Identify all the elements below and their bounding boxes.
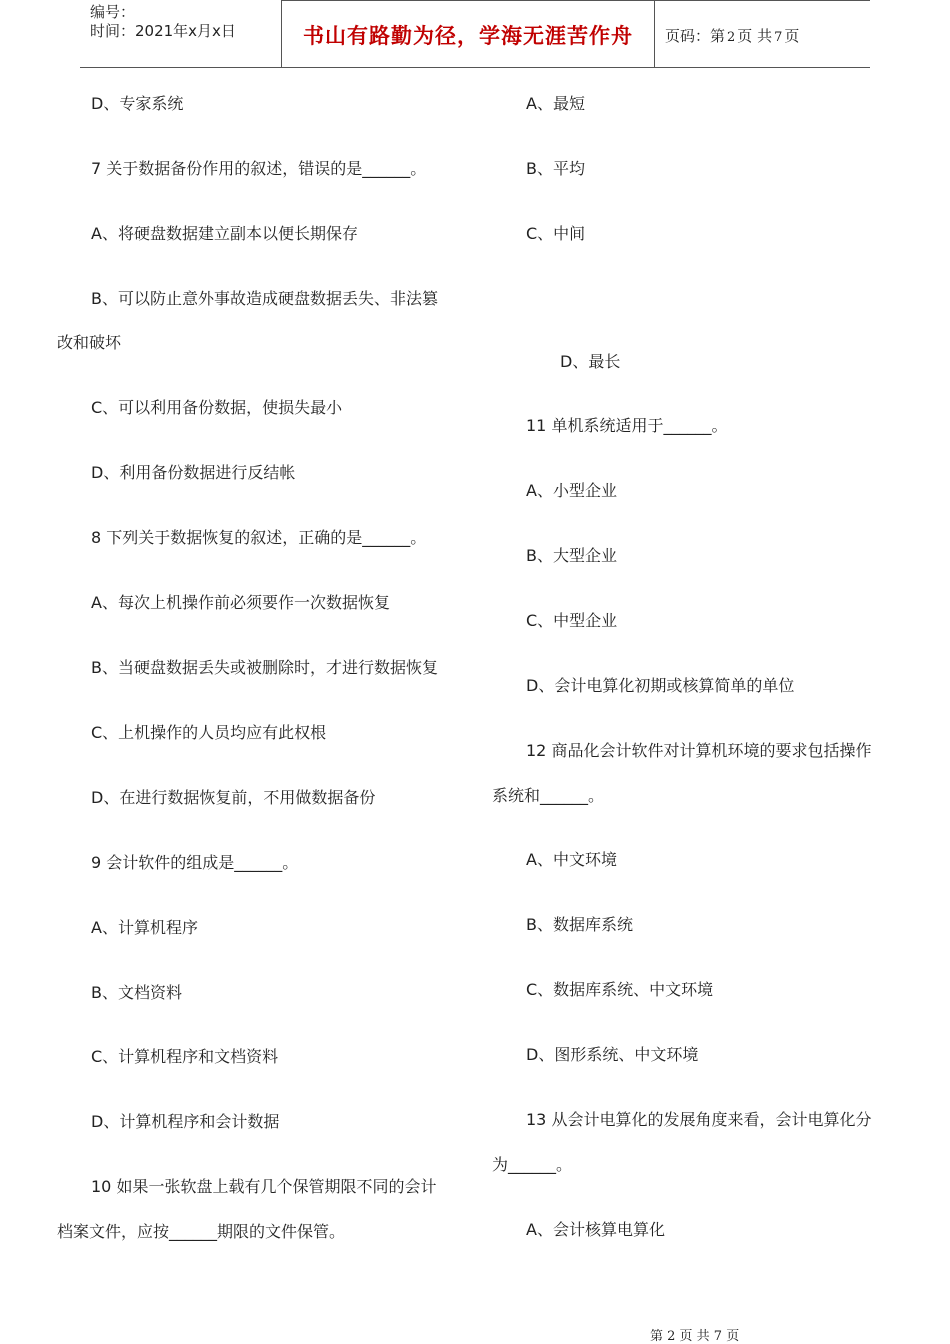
header-divider-right	[654, 0, 655, 68]
header-motto-text: 书山有路勤为径，学海无涯苦作舟	[303, 23, 633, 48]
right-line: 11 单机系统适用于______。	[526, 416, 728, 435]
page-current: 2	[727, 30, 736, 45]
left-line: B、文档资料	[91, 983, 182, 1002]
left-line: 档案文件，应按______期限的文件保管。	[57, 1222, 346, 1241]
page-footer: 第 2 页 共 7 页	[650, 1329, 740, 1344]
left-line: 10 如果一张软盘上载有几个保管期限不同的会计	[91, 1177, 437, 1196]
right-line: B、平均	[526, 159, 585, 178]
left-line: A、计算机程序	[91, 918, 198, 937]
page-mid: 页 共	[737, 27, 773, 45]
right-line: D、图形系统、中文环境	[526, 1045, 699, 1064]
left-line: D、计算机程序和会计数据	[91, 1112, 280, 1131]
right-line: 为______。	[492, 1155, 573, 1174]
page-prefix: 页码：第	[665, 27, 726, 45]
left-line: A、每次上机操作前必须要作一次数据恢复	[91, 593, 390, 612]
header-meta	[90, 3, 236, 41]
header-top-rule	[281, 0, 870, 1]
right-line: D、会计电算化初期或核算简单的单位	[526, 676, 795, 695]
right-line: C、中型企业	[526, 611, 618, 630]
left-line: 改和破坏	[57, 333, 122, 352]
right-line: D、最长	[560, 352, 621, 371]
left-line: D、利用备份数据进行反结帐	[91, 463, 296, 482]
header-number: 编号：	[90, 3, 136, 21]
left-line: A、将硬盘数据建立副本以便长期保存	[91, 224, 358, 243]
right-line: B、数据库系统	[526, 915, 633, 934]
header-motto	[282, 20, 654, 50]
right-line: 13 从会计电算化的发展角度来看，会计电算化分	[526, 1110, 872, 1129]
left-line: C、可以利用备份数据，使损失最小	[91, 398, 343, 417]
right-line: A、最短	[526, 94, 585, 113]
right-line: 系统和______。	[492, 786, 605, 805]
right-line: A、中文环境	[526, 850, 617, 869]
right-line: A、小型企业	[526, 481, 617, 500]
header-bottom-rule	[80, 67, 870, 68]
right-line: A、会计核算电算化	[526, 1220, 665, 1239]
right-line: B、大型企业	[526, 546, 617, 565]
page-suffix: 页	[784, 27, 800, 45]
left-line: D、在进行数据恢复前，不用做数据备份	[91, 788, 376, 807]
left-line: B、当硬盘数据丢失或被删除时，才进行数据恢复	[91, 658, 438, 677]
page-header	[80, 0, 870, 68]
left-line: C、上机操作的人员均应有此权根	[91, 723, 327, 742]
left-line: C、计算机程序和文档资料	[91, 1047, 279, 1066]
left-line: B、可以防止意外事故造成硬盘数据丢失、非法篡	[91, 289, 438, 308]
header-time: 时间：2021年x月x日	[90, 22, 236, 40]
left-line: 9 会计软件的组成是______。	[91, 853, 299, 872]
right-line: C、数据库系统、中文环境	[526, 980, 714, 999]
right-line: C、中间	[526, 224, 586, 243]
left-line: D、专家系统	[91, 94, 184, 113]
right-line: 12 商品化会计软件对计算机环境的要求包括操作	[526, 741, 872, 760]
header-page-info	[665, 25, 799, 46]
left-line: 7 关于数据备份作用的叙述，错误的是______。	[91, 159, 427, 178]
page-total: 7	[774, 30, 783, 45]
left-line: 8 下列关于数据恢复的叙述，正确的是______。	[91, 528, 427, 547]
